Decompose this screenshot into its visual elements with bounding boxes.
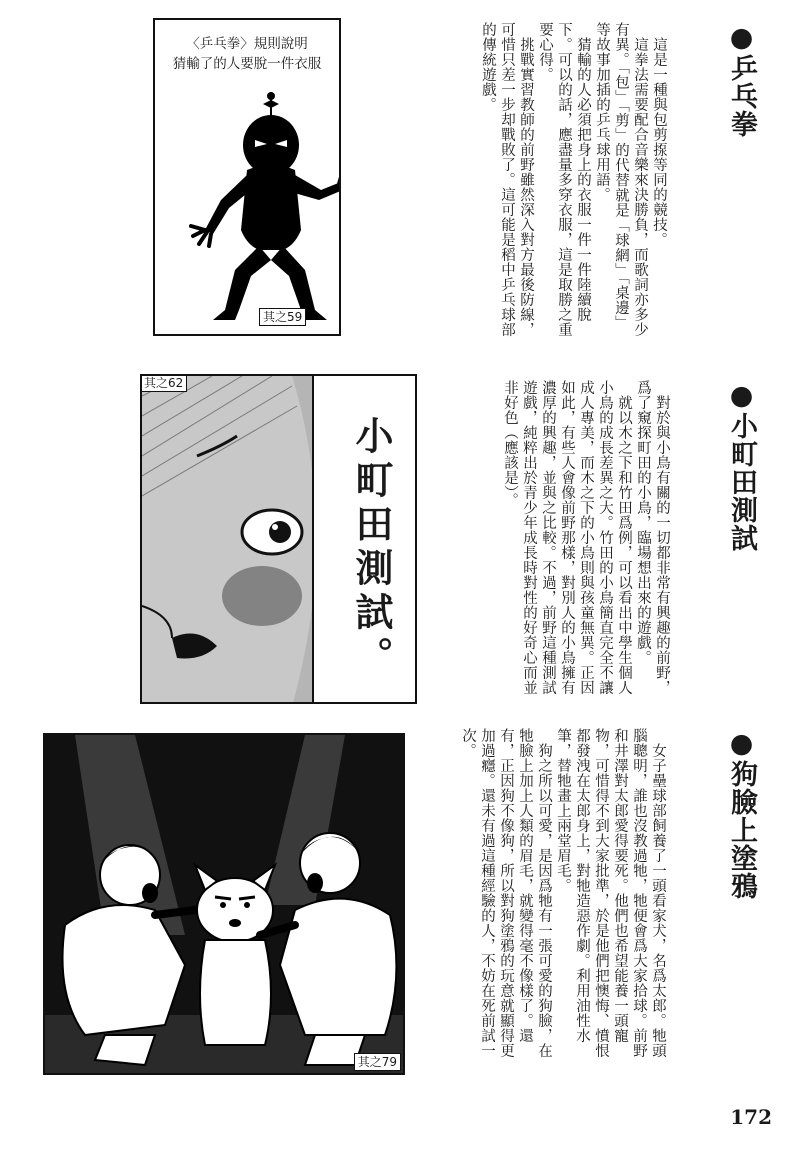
manga-panel-dog-doodle	[43, 733, 405, 1075]
section-body	[500, 380, 671, 708]
section-paragraph: 猜輸的人必須把身上的衣服一件一件陸續脫下。可以的話，應盡量多穿衣服，這是取勝之重要心得。	[537, 22, 591, 337]
panel-number-label: 其之59	[259, 308, 306, 326]
manga-panel-ping-pong-fist	[153, 18, 341, 336]
section-paragraph: 挑戰實習教師的前野雖然深入對方最後防線，可惜只差一步却戰敗了。這可能是稻中乒乓球部的傳統遊戲。	[480, 22, 534, 337]
section-paragraph: 就以木之下和竹田爲例，可以看出中學生個人小鳥的成長差異之大。竹田的小鳥簡直完全不讓成人專美，而木之下的小鳥則與孩童無異。正因如此，有些人會像前野那樣，對別人的小鳥擁有濃厚的興趣，並與之比較。不過，前野這種測試遊戲，純粹出於青少年成長時對性的好奇心而並非好色（應該是）。	[502, 380, 632, 695]
section-body	[458, 728, 667, 1058]
section-title: ●乒乓拳	[726, 22, 757, 138]
panel-caption-line2: 猜輸了的人要脫一件衣服	[172, 56, 322, 72]
section-title: ●狗臉上塗鴉	[726, 728, 757, 900]
speech-balloon	[312, 376, 417, 704]
panel-caption-line1: 〈乒乓拳〉規則說明	[186, 36, 308, 52]
panel-number-label: 其之62	[140, 374, 187, 392]
section-body	[478, 22, 668, 340]
page-number: 172	[730, 1105, 772, 1129]
panel-number-label: 其之79	[354, 1053, 401, 1071]
silhouette-figure-illustration	[155, 20, 341, 336]
section-paragraph: 對於與小鳥有關的一切都非常有興趣的前野，爲了窺探町田的小鳥，臨場想出來的遊戲。	[635, 380, 670, 695]
section-paragraph: 女子壘球部飼養了一頭看家犬，名爲太郎。牠頭腦聰明，誰也沒教過牠，牠便會爲大家拾球。前野和井澤對太郎愛得要死。他們也希望能養一頭寵物，可惜得不到大家批準，於是他們把懊悔、憤恨都發洩在太郎身上，對牠造惡作劇。利用油性水筆，替牠畫上兩堂眉毛。	[555, 728, 666, 1058]
section-title: ●小町田測試	[726, 380, 757, 552]
speech-text: 小町田測試。	[349, 416, 393, 680]
section-paragraph: 這是一種與包剪揼等同的競技。	[651, 36, 667, 247]
manga-panel-komachida-test	[140, 374, 417, 704]
section-paragraph: 這拳法需要配合音樂來決勝負，而歌詞亦多少有異。「包」「剪」的代替就是「球網」「桌邊」等故事加插的乒乓球用語。	[594, 22, 648, 337]
section-paragraph: 狗之所以可愛，是因爲牠有一張可愛的狗臉，在牠臉上加上人類的眉毛，就變得毫不像樣了。還有，正因狗不像狗，所以對狗塗鴉的玩意就顯得更加過癮。還未有過這種經驗的人，不妨在死前試一次。	[460, 728, 552, 1058]
boys-drawing-on-dog-illustration	[45, 735, 405, 1075]
